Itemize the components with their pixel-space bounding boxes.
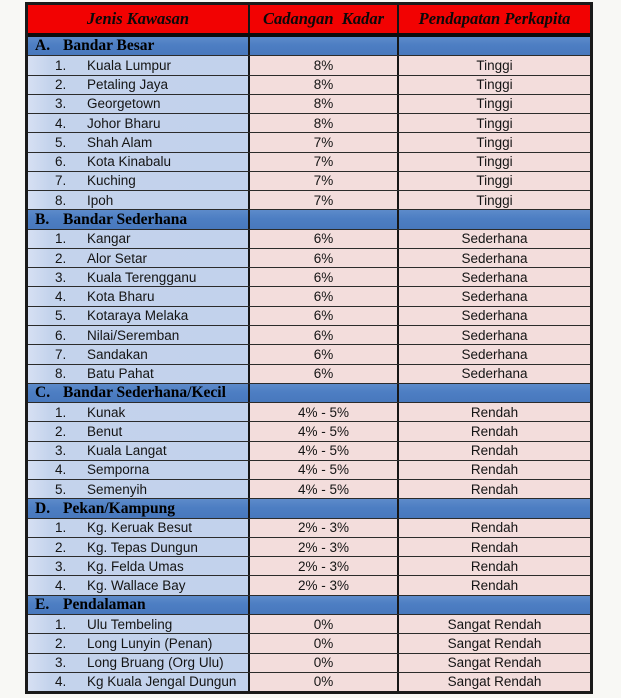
- row-number: 3.: [55, 269, 67, 285]
- area-cell: [28, 76, 248, 94]
- section-row: [28, 498, 590, 517]
- row-number: 6.: [55, 327, 67, 343]
- section-fill-cell: [397, 210, 590, 228]
- section-title: Pendalaman: [63, 595, 146, 613]
- rate-cell: 8%: [248, 114, 397, 132]
- area-name: Kuching: [87, 173, 136, 189]
- income-cell: Tinggi: [397, 191, 590, 209]
- area-cell: [28, 538, 248, 556]
- rate-cell: 7%: [248, 172, 397, 190]
- section-title: Bandar Sederhana: [63, 210, 188, 228]
- column-header-cadangan-kadar: Cadangan Kadar: [248, 5, 397, 33]
- table-row: [28, 460, 590, 479]
- section-title-cell: [28, 384, 248, 402]
- rate-cell: 4% - 5%: [248, 442, 397, 460]
- row-number: 8.: [55, 192, 67, 208]
- income-cell: Tinggi: [397, 95, 590, 113]
- table-body: [28, 37, 590, 691]
- income-cell: Sederhana: [397, 287, 590, 305]
- section-row: [28, 595, 590, 614]
- area-cell: [28, 153, 248, 171]
- area-cell: [28, 345, 248, 363]
- table-row: [28, 94, 590, 113]
- income-cell: Tinggi: [397, 76, 590, 94]
- row-number: 5.: [55, 134, 67, 150]
- table-row: [28, 364, 590, 383]
- income-cell: Rendah: [397, 442, 590, 460]
- income-cell: Sederhana: [397, 365, 590, 383]
- table-row: [28, 229, 590, 248]
- row-number: 1.: [55, 616, 67, 632]
- table-row: [28, 441, 590, 460]
- row-number: 1.: [55, 231, 67, 247]
- income-cell: Sederhana: [397, 307, 590, 325]
- area-name: Semporna: [87, 462, 150, 478]
- area-name: Kangar: [87, 231, 131, 247]
- area-name: Shah Alam: [87, 134, 153, 150]
- rate-cell: 6%: [248, 230, 397, 248]
- income-cell: Sangat Rendah: [397, 673, 590, 691]
- section-fill-cell: [397, 384, 590, 402]
- income-cell: Tinggi: [397, 114, 590, 132]
- section-title: Pekan/Kampung: [63, 499, 175, 517]
- rate-cell: 7%: [248, 191, 397, 209]
- area-cell: [28, 95, 248, 113]
- income-cell: Rendah: [397, 538, 590, 556]
- income-cell: Sangat Rendah: [397, 615, 590, 633]
- rate-cell: 6%: [248, 345, 397, 363]
- area-name: Johor Bharu: [87, 115, 161, 131]
- row-number: 5.: [55, 481, 67, 497]
- row-number: 3.: [55, 558, 67, 574]
- section-letter: E.: [35, 595, 50, 613]
- row-number: 3.: [55, 96, 67, 112]
- section-title: Bandar Besar: [63, 37, 155, 55]
- section-fill-cell: [397, 499, 590, 517]
- row-number: 2.: [55, 423, 67, 439]
- area-cell: [28, 673, 248, 691]
- income-cell: Rendah: [397, 576, 590, 594]
- rate-cell: 2% - 3%: [248, 557, 397, 575]
- income-cell: Rendah: [397, 557, 590, 575]
- area-cell: [28, 576, 248, 594]
- section-row: [28, 383, 590, 402]
- rate-cell: 8%: [248, 56, 397, 74]
- table-header-row: [28, 5, 590, 37]
- area-cell: [28, 114, 248, 132]
- rate-cell: 6%: [248, 307, 397, 325]
- table-row: [28, 402, 590, 421]
- section-fill-cell: [397, 596, 590, 614]
- area-name: Batu Pahat: [87, 366, 154, 382]
- income-cell: Tinggi: [397, 133, 590, 151]
- table-row: [28, 286, 590, 305]
- area-name: Nilai/Seremban: [87, 327, 180, 343]
- section-fill-cell: [248, 499, 397, 517]
- table-row: [28, 421, 590, 440]
- table-row: [28, 518, 590, 537]
- rate-cell: 7%: [248, 133, 397, 151]
- section-fill-cell: [248, 596, 397, 614]
- section-row: [28, 37, 590, 55]
- row-number: 2.: [55, 539, 67, 555]
- row-number: 2.: [55, 77, 67, 93]
- table-row: [28, 556, 590, 575]
- section-letter: D.: [35, 499, 51, 517]
- area-name: Semenyih: [87, 481, 148, 497]
- area-name: Kg. Tepas Dungun: [87, 539, 198, 555]
- section-fill-cell: [248, 37, 397, 55]
- income-cell: Sederhana: [397, 249, 590, 267]
- table-row: [28, 113, 590, 132]
- income-cell: Rendah: [397, 461, 590, 479]
- row-number: 8.: [55, 366, 67, 382]
- income-cell: Tinggi: [397, 172, 590, 190]
- income-cell: Rendah: [397, 480, 590, 498]
- area-name: Alor Setar: [87, 250, 148, 266]
- income-cell: Rendah: [397, 422, 590, 440]
- area-cell: [28, 654, 248, 672]
- area-cell: [28, 480, 248, 498]
- area-name: Ipoh: [87, 192, 114, 208]
- rate-cell: 2% - 3%: [248, 538, 397, 556]
- income-cell: Sederhana: [397, 326, 590, 344]
- section-title: Bandar Sederhana/Kecil: [63, 383, 226, 401]
- income-cell: Sangat Rendah: [397, 634, 590, 652]
- area-name: Benut: [87, 423, 123, 439]
- area-cell: [28, 615, 248, 633]
- area-name: Kg. Keruak Besut: [87, 520, 193, 536]
- area-name: Kuala Terengganu: [87, 269, 197, 285]
- area-cell: [28, 230, 248, 248]
- income-cell: Rendah: [397, 403, 590, 421]
- area-cell: [28, 442, 248, 460]
- area-cell: [28, 56, 248, 74]
- rate-cell: 0%: [248, 673, 397, 691]
- row-number: 6.: [55, 154, 67, 170]
- area-cell: [28, 172, 248, 190]
- rate-cell: 6%: [248, 365, 397, 383]
- rate-cell: 7%: [248, 153, 397, 171]
- table-row: [28, 653, 590, 672]
- row-number: 5.: [55, 308, 67, 324]
- rate-cell: 6%: [248, 326, 397, 344]
- income-cell: Sederhana: [397, 230, 590, 248]
- row-number: 4.: [55, 462, 67, 478]
- area-cell: [28, 133, 248, 151]
- table-row: [28, 344, 590, 363]
- income-cell: Rendah: [397, 519, 590, 537]
- rate-cell: 8%: [248, 95, 397, 113]
- row-number: 4.: [55, 289, 67, 305]
- section-title-cell: [28, 210, 248, 228]
- area-cell: [28, 519, 248, 537]
- rate-cell: 8%: [248, 76, 397, 94]
- area-cell: [28, 403, 248, 421]
- row-number: 4.: [55, 578, 67, 594]
- rate-cell: 4% - 5%: [248, 403, 397, 421]
- area-name: Long Lunyin (Penan): [87, 635, 213, 651]
- row-number: 2.: [55, 635, 67, 651]
- rate-cell: 2% - 3%: [248, 519, 397, 537]
- row-number: 4.: [55, 674, 67, 690]
- rate-cell: 6%: [248, 249, 397, 267]
- row-number: 4.: [55, 115, 67, 131]
- section-letter: B.: [35, 210, 50, 228]
- row-number: 2.: [55, 250, 67, 266]
- area-name: Kg. Wallace Bay: [87, 578, 186, 594]
- area-cell: [28, 365, 248, 383]
- area-cell: [28, 249, 248, 267]
- income-cell: Sederhana: [397, 345, 590, 363]
- table-row: [28, 479, 590, 498]
- rate-cell: 0%: [248, 654, 397, 672]
- row-number: 1.: [55, 57, 67, 73]
- section-row: [28, 209, 590, 228]
- table-row: [28, 306, 590, 325]
- column-header-pendapatan-perkapita: Pendapatan Perkapita: [397, 5, 590, 33]
- area-cell: [28, 287, 248, 305]
- rates-table: [25, 2, 593, 694]
- row-number: 1.: [55, 520, 67, 536]
- area-name: Georgetown: [87, 96, 161, 112]
- section-title-cell: [28, 37, 248, 55]
- income-cell: Sederhana: [397, 268, 590, 286]
- table-row: [28, 633, 590, 652]
- area-cell: [28, 634, 248, 652]
- table-row: [28, 575, 590, 594]
- table-row: [28, 190, 590, 209]
- area-cell: [28, 461, 248, 479]
- rate-cell: 4% - 5%: [248, 480, 397, 498]
- table-row: [28, 132, 590, 151]
- area-name: Kuala Lumpur: [87, 57, 172, 73]
- table-row: [28, 537, 590, 556]
- rate-cell: 6%: [248, 287, 397, 305]
- section-letter: C.: [35, 383, 51, 401]
- table-row: [28, 55, 590, 74]
- area-cell: [28, 268, 248, 286]
- section-fill-cell: [397, 37, 590, 55]
- row-number: 7.: [55, 173, 67, 189]
- rate-cell: 6%: [248, 268, 397, 286]
- income-cell: Tinggi: [397, 153, 590, 171]
- section-title-cell: [28, 596, 248, 614]
- table-row: [28, 171, 590, 190]
- table-row: [28, 614, 590, 633]
- income-cell: Sangat Rendah: [397, 654, 590, 672]
- row-number: 3.: [55, 443, 67, 459]
- rate-cell: 4% - 5%: [248, 461, 397, 479]
- area-name: Kg Kuala Jengal Dungun: [87, 674, 237, 690]
- area-cell: [28, 422, 248, 440]
- area-cell: [28, 557, 248, 575]
- section-letter: A.: [35, 37, 51, 55]
- table-row: [28, 75, 590, 94]
- table-row: [28, 152, 590, 171]
- area-name: Long Bruang (Org Ulu): [87, 655, 224, 671]
- area-name: Kg. Felda Umas: [87, 558, 184, 574]
- table-row: [28, 248, 590, 267]
- area-name: Kota Kinabalu: [87, 154, 172, 170]
- rate-cell: 2% - 3%: [248, 576, 397, 594]
- rate-cell: 0%: [248, 634, 397, 652]
- income-cell: Tinggi: [397, 56, 590, 74]
- area-name: Kotaraya Melaka: [87, 308, 189, 324]
- section-fill-cell: [248, 384, 397, 402]
- area-name: Kunak: [87, 404, 126, 420]
- row-number: 7.: [55, 346, 67, 362]
- table-row: [28, 672, 590, 691]
- area-name: Petaling Jaya: [87, 77, 169, 93]
- section-title-cell: [28, 499, 248, 517]
- section-fill-cell: [248, 210, 397, 228]
- table-row: [28, 267, 590, 286]
- row-number: 3.: [55, 655, 67, 671]
- row-number: 1.: [55, 404, 67, 420]
- area-name: Sandakan: [87, 346, 148, 362]
- area-cell: [28, 326, 248, 344]
- table-row: [28, 325, 590, 344]
- area-cell: [28, 307, 248, 325]
- area-cell: [28, 191, 248, 209]
- rate-cell: 0%: [248, 615, 397, 633]
- area-name: Kuala Langat: [87, 443, 167, 459]
- column-header-jenis-kawasan: Jenis Kawasan: [86, 9, 190, 28]
- area-name: Kota Bharu: [87, 289, 155, 305]
- rate-cell: 4% - 5%: [248, 422, 397, 440]
- area-name: Ulu Tembeling: [87, 616, 173, 632]
